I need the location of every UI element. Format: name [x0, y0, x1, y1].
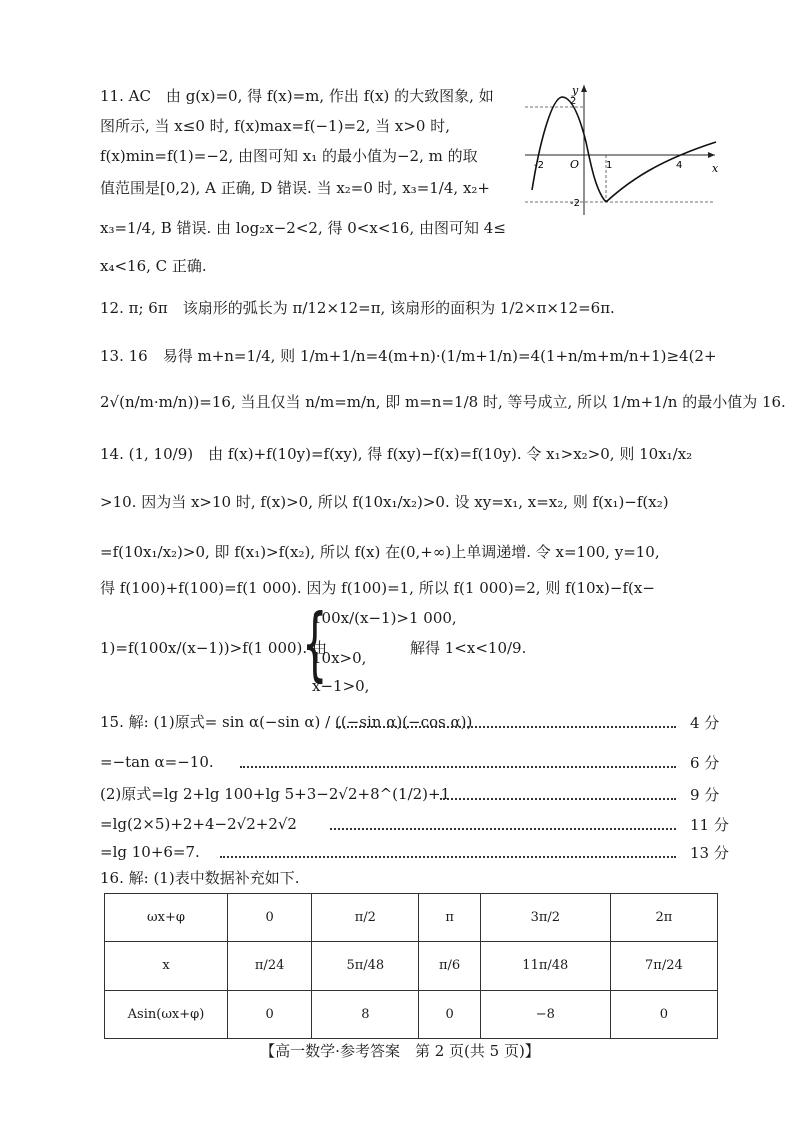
graph-tick-x-neg2: -2	[534, 160, 544, 171]
table-cell: −8	[480, 990, 610, 1038]
table-row	[105, 990, 718, 1038]
q15-leader-2	[240, 766, 676, 768]
q11-line-1: 11. AC 由 g(x)=0, 得 f(x)=m, 作出 f(x) 的大致图象, 如	[100, 87, 494, 105]
graph-origin: O	[570, 158, 580, 171]
q13-line-2: 2√(n/m·m/n))=16, 当且仅当 n/m=m/n, 即 m=n=1/8 时, 等号成立, 所以 1/m+1/n 的最小值为 16.	[100, 393, 786, 411]
q11-line-2: 图所示, 当 x≤0 时, f(x)max=f(−1)=2, 当 x>0 时,	[100, 117, 450, 135]
q14-line-5: 1)=f(100x/(x−1))>f(1 000). 由	[100, 639, 327, 657]
table-cell: Asin(ωx+φ)	[105, 990, 228, 1038]
graph-tick-x-1: 1	[606, 160, 613, 171]
q11-line-4: 值范围是[0,2), A 正确, D 错误. 当 x₂=0 时, x₃=1/4, x₂+	[100, 179, 490, 197]
graph-tick-x-4: 4	[676, 160, 683, 171]
table-cell: 8	[312, 990, 419, 1038]
table-cell: π	[419, 894, 480, 942]
q15-score-4: 11 分	[690, 816, 729, 834]
q14-line-2: >10. 因为当 x>10 时, f(x)>0, 所以 f(10x₁/x₂)>0. 设 xy=x₁, x=x₂, 则 f(x₁)−f(x₂)	[100, 493, 669, 511]
page-footer: 【高一数学·参考答案 第 2 页(共 5 页)】	[260, 1042, 540, 1060]
q15-score-3: 9 分	[690, 786, 720, 804]
q16-table	[104, 893, 718, 1039]
q14-line-3: =f(10x₁/x₂)>0, 即 f(x₁)>f(x₂), 所以 f(x) 在(0,+∞)上单调递增. 令 x=100, y=10,	[100, 543, 660, 561]
table-cell: 3π/2	[480, 894, 610, 942]
graph-tick-y-neg2: -2	[570, 198, 580, 209]
q11-line-5: x₃=1/4, B 错误. 由 log₂x−2<2, 得 0<x<16, 由图可知 4≤	[100, 219, 506, 237]
table-cell: ωx+φ	[105, 894, 228, 942]
table-cell: π/24	[228, 942, 312, 990]
q15-leader-3	[440, 798, 676, 800]
q11-line-3: f(x)min=f(1)=−2, 由图可知 x₁ 的最小值为−2, m 的取	[100, 147, 478, 165]
q15-row-3: (2)原式=lg 2+lg 100+lg 5+3−2√2+8^(1/2)+1	[100, 785, 451, 803]
q15-leader-1	[336, 726, 676, 728]
q13-line-1: 13. 16 易得 m+n=1/4, 则 1/m+1/n=4(m+n)·(1/m+1/n)=4(1+n/m+m/n+1)≥4(2+	[100, 347, 717, 365]
table-cell: x	[105, 942, 228, 990]
q11-function-graph	[520, 80, 720, 220]
table-cell: 11π/48	[480, 942, 610, 990]
q15-leader-5	[220, 856, 676, 858]
q14-line-6: 解得 1<x<10/9.	[410, 639, 527, 657]
table-cell: 0	[610, 990, 717, 1038]
q14-brace: {	[302, 597, 328, 690]
table-cell: 7π/24	[610, 942, 717, 990]
q11-line-6: x₄<16, C 正确.	[100, 257, 207, 275]
q14-system-1: 100x/(x−1)>1 000,	[312, 609, 457, 627]
q15-row-4: =lg(2×5)+2+4−2√2+2√2	[100, 815, 297, 833]
q15-row-1: 15. 解: (1)原式= sin α(−sin α) / ((−sin α)(−cos α))	[100, 713, 473, 731]
table-cell: π/2	[312, 894, 419, 942]
q15-row-5: =lg 10+6=7.	[100, 843, 200, 861]
graph-x-label: x	[712, 162, 719, 175]
graph-tick-y-2: 2	[570, 96, 577, 107]
table-cell: 0	[419, 990, 480, 1038]
table-cell: 0	[228, 894, 312, 942]
table-cell: 5π/48	[312, 942, 419, 990]
q15-score-2: 6 分	[690, 754, 720, 772]
q14-system-3: x−1>0,	[312, 677, 370, 695]
q15-leader-4	[330, 828, 676, 830]
q14-line-4: 得 f(100)+f(100)=f(1 000). 因为 f(100)=1, 所以 f(1 000)=2, 则 f(10x)−f(x−	[100, 579, 655, 597]
table-cell: 2π	[610, 894, 717, 942]
q14-line-1: 14. (1, 10/9) 由 f(x)+f(10y)=f(xy), 得 f(xy)−f(x)=f(10y). 令 x₁>x₂>0, 则 10x₁/x₂	[100, 445, 693, 463]
q15-score-5: 13 分	[690, 844, 729, 862]
q15-row-2: =−tan α=−10.	[100, 753, 214, 771]
table-cell: 0	[228, 990, 312, 1038]
q16-title: 16. 解: (1)表中数据补充如下.	[100, 869, 300, 887]
q12-line: 12. π; 6π 该扇形的弧长为 π/12×12=π, 该扇形的面积为 1/2×π×12=6π.	[100, 299, 615, 317]
table-cell: π/6	[419, 942, 480, 990]
table-row	[105, 942, 718, 990]
graph-y-label: y	[572, 84, 579, 97]
q15-score-1: 4 分	[690, 714, 720, 732]
q14-system-2: 10x>0,	[312, 649, 367, 667]
table-row	[105, 894, 718, 942]
